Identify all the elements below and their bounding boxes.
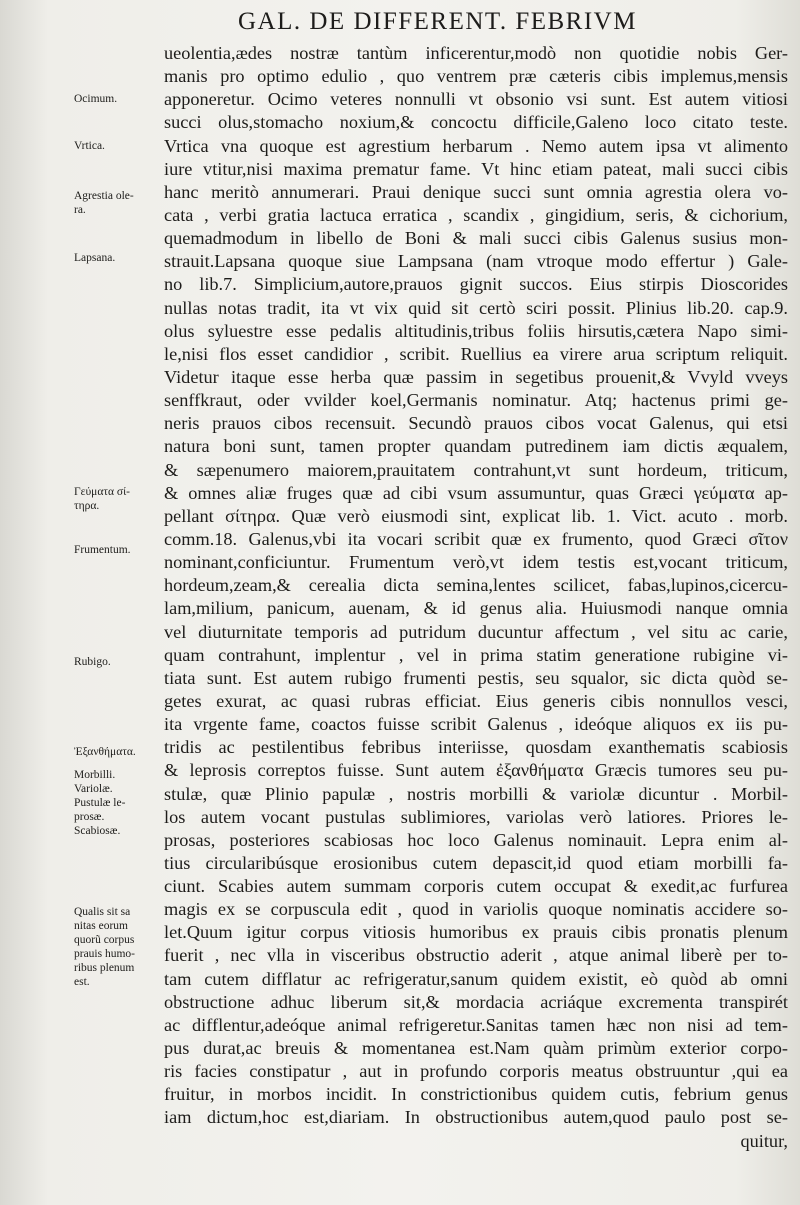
text-line: comm.18. Galenus,vbi ita vocari scribit quæ ex frumento, quod Græci σῖτον bbox=[164, 528, 788, 549]
margin-note-line: Rubigo. bbox=[74, 656, 111, 668]
margin-note bbox=[74, 139, 164, 153]
text-line: fruitur, in morbos incidit. In constrictionibus quidem cutis, febrium genus bbox=[164, 1084, 788, 1105]
text-line: Vrtica vna quoque est agrestium herbarum . Nemo autem ipsa vt alimento bbox=[164, 135, 788, 156]
text-line: ita vrgente fame, coactos fuisse scribit Galenus , ideóque aliquos ex iis pu- bbox=[164, 714, 788, 735]
margin-note-line: nitas eorum bbox=[74, 920, 128, 932]
text-line: lam,milium, panicum, auenam, & id genus alia. Huiusmodi nanque omnia bbox=[164, 598, 788, 619]
text-line: Videtur itaque esse herba quæ passim in segetibus prouenit,& Vvyld vveys bbox=[164, 366, 788, 387]
text-line: ciunt. Scabies autem summam corporis cutem occupat & exedit,ac furfurea bbox=[164, 876, 788, 897]
text-line: vel diuturnitate temporis ad putridum ducuntur affectum , vel situ ac carie, bbox=[164, 621, 788, 642]
text-line: apponeretur. Ocimo veteres nonnulli vt obsonio vsi sunt. Est autem vitiosi bbox=[164, 89, 788, 110]
margin-note-line: Agrestia ole- bbox=[74, 190, 134, 202]
text-line: succi olus,stomacho noxium,& concoctu difficile,Galeno loco citato teste. bbox=[164, 112, 788, 133]
margin-note bbox=[74, 189, 164, 217]
text-line: & sæpenumero maiorem,prauitatem contrahunt,vt sunt hordeum, triticum, bbox=[164, 459, 788, 480]
text-line: strauit.Lapsana quoque siue Lampsana (nam vtroque modo effertur ) Gale- bbox=[164, 251, 788, 272]
margin-note-line: Frumentum. bbox=[74, 544, 131, 556]
margin-note-line: Ἐξανθήματα. bbox=[74, 746, 136, 758]
text-line: manis pro optimo edulio , quo ventrem præ cæteris cibis implemus,mensis bbox=[164, 66, 788, 87]
text-line: prosas, posteriores scabiosas hoc loco Galenus nominauit. Lepra enim al- bbox=[164, 829, 788, 850]
margin-note-line: est. bbox=[74, 976, 90, 988]
text-line: los autem vocant pustulas sublimiores, variolas verò latiores. Priores le- bbox=[164, 806, 788, 827]
text-line: hanc meritò annumerari. Praui denique succi sunt omnia agrestia olera vo- bbox=[164, 181, 788, 202]
text-line: tiata sunt. Est autem rubigo frumenti pestis, seu squalor, sic dicta quòd se- bbox=[164, 667, 788, 688]
text-line: obstructione adhuc liberum sit,& mordacia acriáque excrementa transpirét bbox=[164, 991, 788, 1012]
margin-note bbox=[74, 92, 164, 106]
margin-note-line: quorũ corpus bbox=[74, 934, 135, 946]
text-line: let.Quum igitur corpus vitiosis humoribus ex prauis cibis pronatis plenum bbox=[164, 922, 788, 943]
margin-note-line: prosæ. bbox=[74, 811, 105, 823]
margin-note-line: ribus plenum bbox=[74, 962, 135, 974]
margin-note bbox=[74, 745, 164, 759]
text-line: hordeum,zeam,& cerealia dicta semina,lentes scilicet, fabas,lupinos,cicercu- bbox=[164, 575, 788, 596]
text-line: nominant,conficiuntur. Frumentum verò,vt idem testis est,vocant triticum, bbox=[164, 552, 788, 573]
text-line: magis ex se corpuscula edit , quod in variolis quoque nominatis accidere so- bbox=[164, 899, 788, 920]
text-line: ac difflentur,adeóque animal refrigeretur.Sanitas tamen hæc non nisi ad tem- bbox=[164, 1014, 788, 1035]
text-line: le,nisi flos esset candidior , scribit. Ruellius ea virere arua scriptum reliquit. bbox=[164, 343, 788, 364]
text-line: fuerit , nec vlla in visceribus obstructio aderit , atque animal liberè per to- bbox=[164, 945, 788, 966]
margin-note-line: Vrtica. bbox=[74, 140, 105, 152]
margin-note bbox=[74, 485, 164, 513]
margin-notes bbox=[0, 0, 160, 1205]
text-line: tridis ac pestilentibus febribus interiisse, quosdam exanthematis scabiosis bbox=[164, 737, 788, 758]
margin-note-line: prauis humo- bbox=[74, 948, 136, 960]
margin-note-line: τηρα. bbox=[74, 500, 100, 512]
text-line: & leprosis correptos fuisse. Sunt autem ἐξανθήματα Græcis tumores seu pu- bbox=[164, 760, 788, 781]
margin-note bbox=[74, 768, 164, 838]
text-line: nullas notas tradit, ita vt vix quid sit certò sciri possit. Plinius lib.20. cap.9. bbox=[164, 297, 788, 318]
text-line: ueolentia,ædes nostræ tantùm inficerentur,modò non quotidie nobis Ger- bbox=[164, 43, 788, 63]
text-line: ris facies constipatur , aut in profundo corporis meatus obstruuntur ,qui ea bbox=[164, 1061, 788, 1082]
margin-note-line: Variolæ. bbox=[74, 783, 113, 795]
text-line: cata , verbi gratia lactuca erratica , scandix , gingidium, seris, & cichorium, bbox=[164, 204, 788, 225]
margin-note-line: Ocimum. bbox=[74, 93, 118, 105]
margin-note-line: Γεύματα σί- bbox=[74, 486, 131, 498]
margin-note-line: Lapsana. bbox=[74, 252, 116, 264]
text-line: quitur, bbox=[740, 1130, 788, 1151]
text-line: tius circularibúsque erosionibus cutem depascit,id quod etiam morbilli fa- bbox=[164, 852, 788, 873]
text-line: pellant σίτηρα. Quæ verò eiusmodi sint, explicat lib. 1. Vict. acuto . morb. bbox=[164, 505, 788, 526]
text-line: getes exurat, ac quasi rubras efficiat. Eius generis cibis nonnullos vesci, bbox=[164, 690, 788, 711]
margin-note bbox=[74, 543, 164, 557]
text-line: quemadmodum in libello de Boni & mali succi cibis Galenus susius mon- bbox=[164, 228, 788, 249]
text-line: no lib.7. Simplicium,autore,prauos gignit succos. Eius stirpis Dioscorides bbox=[164, 274, 788, 295]
margin-note-line: Pustulæ le- bbox=[74, 797, 126, 809]
margin-note-line: ra. bbox=[74, 204, 86, 216]
text-line: iam dictum,hoc est,diariam. In obstructionibus autem,quod paulo post se- bbox=[164, 1107, 788, 1128]
text-line: quam contrahunt, implentur , vel in prima statim generatione rubigine vi- bbox=[164, 644, 788, 665]
margin-note bbox=[74, 251, 164, 265]
margin-note-line: Morbilli. bbox=[74, 769, 116, 781]
text-line: pus durat,ac breuis & momentanea est.Nam quàm primùm exterior corpo- bbox=[164, 1038, 788, 1059]
margin-note bbox=[74, 655, 164, 669]
text-line: iure vtitur,nisi maxima prematur fame. Vt hinc etiam pateat, mali succi cibis bbox=[164, 158, 788, 179]
margin-note bbox=[74, 905, 164, 989]
margin-note-line: Scabiosæ. bbox=[74, 825, 121, 837]
text-line: senffkraut, oder vvilder koel,Germanis nominatur. Atq; hactenus primi ge- bbox=[164, 390, 788, 411]
margin-note-line: Qualis sit sa bbox=[74, 906, 131, 918]
text-line: tam cutem difflatur ac refrigeratur,sanum quidem existit, eò quòd ab omni bbox=[164, 968, 788, 989]
body-text bbox=[164, 42, 788, 1153]
text-line: olus syluestre esse pedalis altitudinis,tribus foliis hirsutis,cætera Napo simi- bbox=[164, 320, 788, 341]
text-line: stulæ, quæ Plinio papulæ , nostris morbilli & variolæ dicuntur . Morbil- bbox=[164, 783, 788, 804]
text-line: & omnes aliæ fruges quæ ad cibi vsum assumuntur, quas Græci γεύματα ap- bbox=[164, 482, 788, 503]
text-line: natura boni sunt, tamen propter quandam putredinem iam dictis æqualem, bbox=[164, 436, 788, 457]
running-header: GAL. DE DIFFERENT. FEBRIVM bbox=[238, 8, 637, 35]
text-line: neris prauos cibos recensuit. Secundò prauos cibos vocat Galenus, qui etsi bbox=[164, 413, 788, 434]
